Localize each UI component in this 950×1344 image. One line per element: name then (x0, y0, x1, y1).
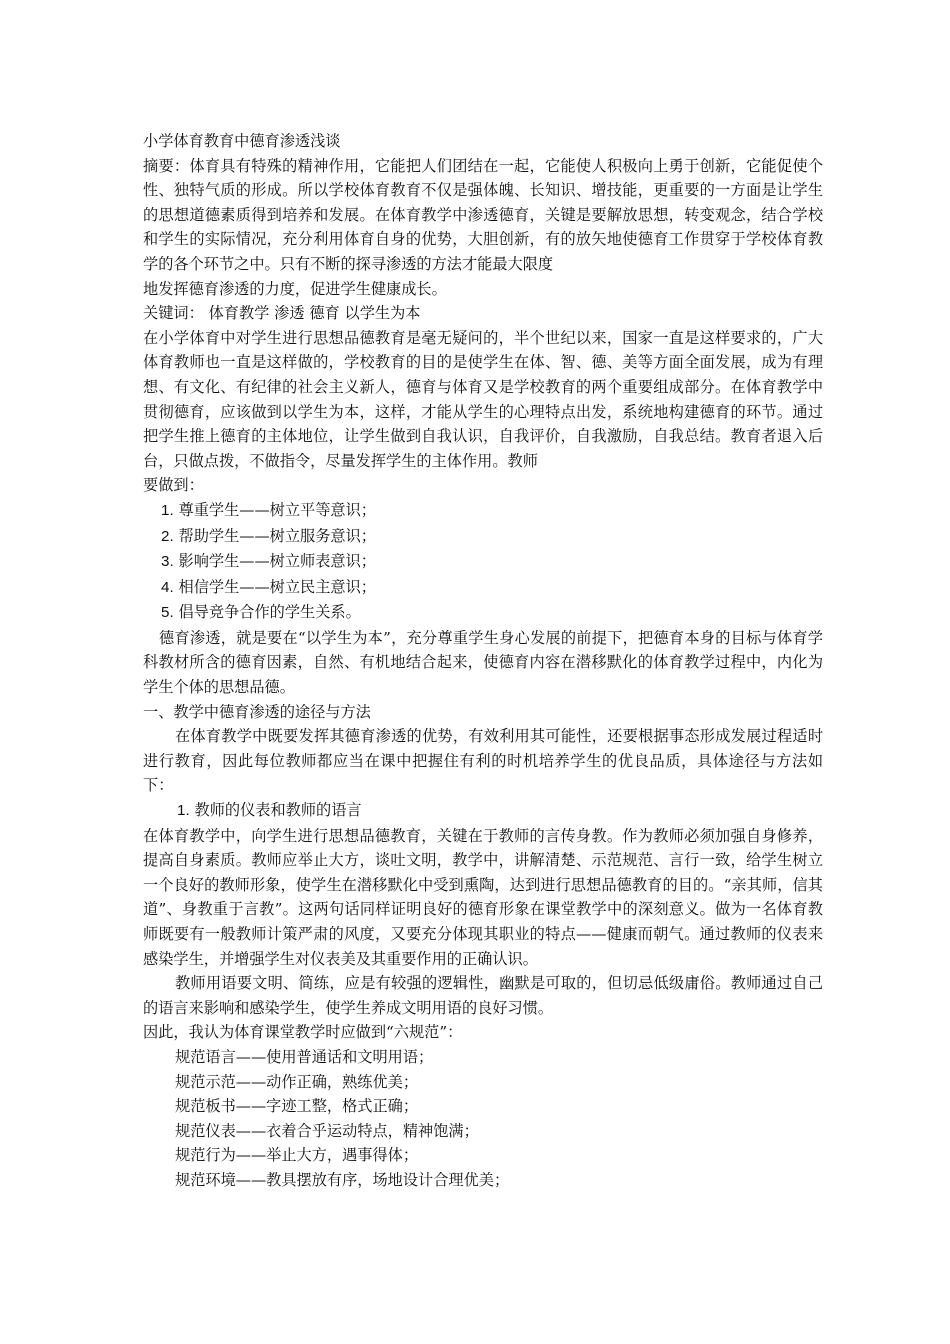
keywords-line: 关键词： 体育教学 渗透 德育 以学生为本 (143, 304, 421, 323)
point-text: 影响学生——树立师表意识； (178, 552, 376, 571)
subsection-heading (143, 798, 823, 824)
document-body (143, 129, 823, 1193)
norm-item: 规范行为——举止大方，遇事得体； (175, 1146, 418, 1165)
norm-item: 规范仪表——衣着合乎运动特点，精神饱满； (175, 1121, 479, 1140)
point-item (143, 524, 823, 550)
subsection-number: 1. (177, 802, 190, 820)
point-number: 4. (161, 578, 174, 596)
norm-item: 规范示范——动作正确，熟练优美； (175, 1072, 418, 1091)
point-number: 5. (161, 604, 174, 622)
subsection-title: 教师的仪表和教师的语言 (194, 801, 362, 820)
point-text: 尊重学生——树立平等意识； (178, 500, 376, 519)
point-number: 2. (161, 527, 174, 545)
point-number: 1. (161, 501, 174, 519)
norm-item: 规范环境——教具摆放有序，场地设计合理优美； (175, 1170, 510, 1189)
point-item (143, 498, 823, 524)
norms-intro: 因此，我认为体育课堂教学时应做到“六规范”： (143, 1023, 463, 1042)
section-paragraph: 在体育教学中既要发挥其德育渗透的优势，有效利用其可能性，还要根据事态形成发展过程适时进行教育，因此每位教师都应当在课中把握住有利的时机培养学生的优良品质，具体途径与方法如下： (143, 727, 823, 795)
abstract-tail: 地发挥德育渗透的力度，促进学生健康成长。 (143, 279, 447, 298)
intro-tail: 要做到： (143, 476, 204, 495)
point-number: 3. (161, 553, 174, 571)
definition-paragraph: 德育渗透，就是要在“以学生为本”，充分尊重学生身心发展的前提下，把德育本身的目标与体育学科教材所含的德育因素，自然、有机地结合起来，使德育内容在潜移默化的体育教学过程中，内化为学生个体的思想品德。 (143, 628, 823, 697)
point-item (143, 549, 823, 575)
point-item (143, 575, 823, 601)
norm-item: 规范板书——字迹工整，格式正确； (175, 1097, 418, 1116)
abstract-paragraph: 摘要：体育具有特殊的精神作用，它能把人们团结在一起，它能使人积极向上勇于创新，它能促使个性、独特气质的形成。所以学校体育教育不仅是强体魄、长知识、增技能，更重要的一方面是让学生的思想道德素质得到培养和发展。在体育教学中渗透德育，关键是要解放思想，转变观念，结合学校和学生的实际情况，充分利用体育自身的优势，大胆创新，有的放矢地使德育工作贯穿于学校体育教学的各个环节之中。只有不断的探寻渗透的方法才能最大限度 (143, 156, 823, 273)
intro-paragraph: 在小学体育中对学生进行思想品德教育是毫无疑问的，半个世纪以来，国家一直是这样要求的，广大体育教师也一直是这样做的，学校教育的目的是使学生在体、智、德、美等方面全面发展，成为有理想、有文化、有纪律的社会主义新人，德育与体育又是学校教育的两个重要组成部分。在体育教学中贯彻德育，应该做到以学生为本，这样，才能从学生的心理特点出发，系统地构建德育的环节。通过把学生推上德育的主体地位，让学生做到自我认识，自我评价，自我激励，自我总结。教育者退入后台，只做点拨，不做指令，尽量发挥学生的主体作用。教师 (143, 328, 823, 470)
point-text: 帮助学生——树立服务意识； (178, 526, 376, 545)
norm-item: 规范语言——使用普通话和文明用语； (175, 1047, 434, 1066)
point-text: 相信学生——树立民主意识； (178, 577, 376, 596)
point-item (143, 600, 823, 626)
point-text: 倡导竞争合作的学生关系。 (178, 603, 361, 622)
body-paragraph: 在体育教学中，向学生进行思想品德教育，关键在于教师的言传身教。作为教师必须加强自身修养，提高自身素质。教师应举止大方，谈吐文明，教学中，讲解清楚、示范规范、言行一致，给学生树立一个良好的教师形象，使学生在潜移默化中受到熏陶，达到进行思想品德教育的目的。“亲其师，信其道”、身教重于言教”。这两句话同样证明良好的德育形象在课堂教学中的深刻意义。做为一名体育教师既要有一般教师计策严肃的风度，又要充分体现其职业的特点——健康而朝气。通过教师的仪表来感染学生，并增强学生对仪表美及其重要作用的正确认识。 (143, 826, 823, 968)
body-paragraph: 教师用语要文明、简练，应是有较强的逻辑性，幽默是可取的，但切忌低级庸俗。教师通过自己的语言来影响和感染学生，使学生养成文明用语的良好习惯。 (143, 974, 823, 1017)
section-heading: 一、教学中德育渗透的途径与方法 (143, 702, 371, 721)
doc-title: 小学体育教育中德育渗透浅谈 (143, 132, 341, 150)
